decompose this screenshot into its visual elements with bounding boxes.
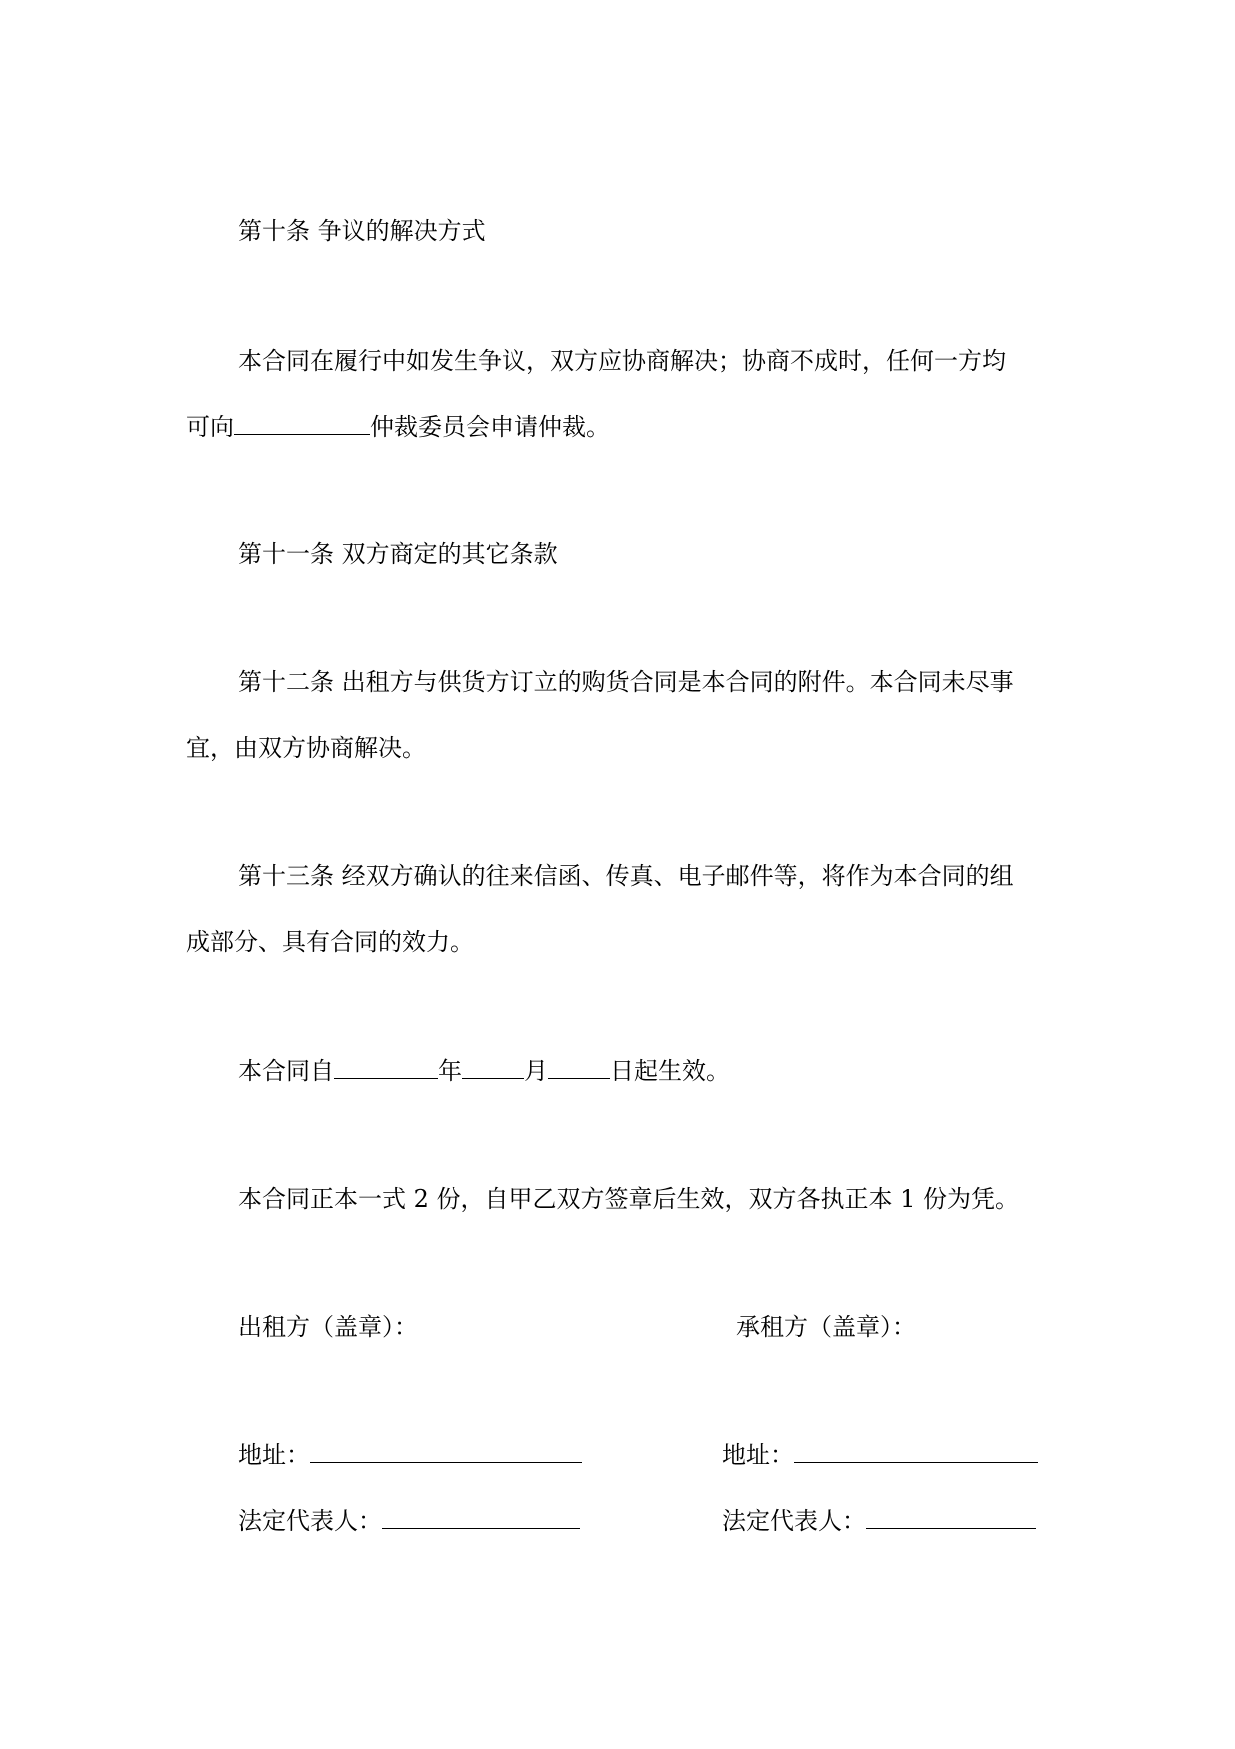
lessor-seal-label: 出租方（盖章）： — [238, 1313, 418, 1341]
lessor-representative-line — [238, 1506, 580, 1536]
year-blank — [334, 1056, 438, 1079]
effective-date-suffix: 日起生效。 — [610, 1057, 730, 1085]
lessee-representative-line — [722, 1506, 1036, 1536]
lessee-address-blank — [794, 1440, 1038, 1463]
year-label: 年 — [438, 1057, 462, 1085]
effective-date-prefix: 本合同自 — [238, 1057, 334, 1085]
lessee-address-label: 地址： — [722, 1441, 794, 1469]
article-10-text-after-blank: 仲裁委员会申请仲裁。 — [370, 413, 610, 441]
month-blank — [462, 1056, 524, 1079]
day-blank — [548, 1056, 610, 1079]
article-13-text-line-2: 成部分、具有合同的效力。 — [186, 928, 474, 956]
lessor-representative-blank — [382, 1506, 580, 1529]
article-10-text-line-1: 本合同在履行中如发生争议，双方应协商解决；协商不成时，任何一方均 — [238, 347, 1006, 375]
article-10-text-line-2 — [186, 412, 610, 442]
article-10-text-before-blank: 可向 — [186, 413, 234, 441]
copies-clause: 本合同正本一式 2 份，自甲乙双方签章后生效，双方各执正本 1 份为凭。 — [238, 1185, 1020, 1213]
lessor-representative-label: 法定代表人： — [238, 1507, 382, 1535]
article-10-heading: 第十条 争议的解决方式 — [238, 217, 486, 245]
lessee-representative-blank — [866, 1506, 1036, 1529]
month-label: 月 — [524, 1057, 548, 1085]
effective-date-line — [238, 1056, 730, 1086]
article-12-text-line-1: 第十二条 出租方与供货方订立的购货合同是本合同的附件。本合同未尽事 — [238, 668, 1014, 696]
lessor-address-label: 地址： — [238, 1441, 310, 1469]
lessor-address-blank — [310, 1440, 582, 1463]
article-12-text-line-2: 宜，由双方协商解决。 — [186, 734, 426, 762]
lessee-address-line — [722, 1440, 1038, 1470]
article-11-heading: 第十一条 双方商定的其它条款 — [238, 540, 558, 568]
lessee-seal-label: 承租方（盖章）： — [736, 1313, 916, 1341]
arbitration-committee-blank — [234, 412, 370, 435]
lessee-representative-label: 法定代表人： — [722, 1507, 866, 1535]
lessor-address-line — [238, 1440, 582, 1470]
article-13-text-line-1: 第十三条 经双方确认的往来信函、传真、电子邮件等，将作为本合同的组 — [238, 862, 1014, 890]
